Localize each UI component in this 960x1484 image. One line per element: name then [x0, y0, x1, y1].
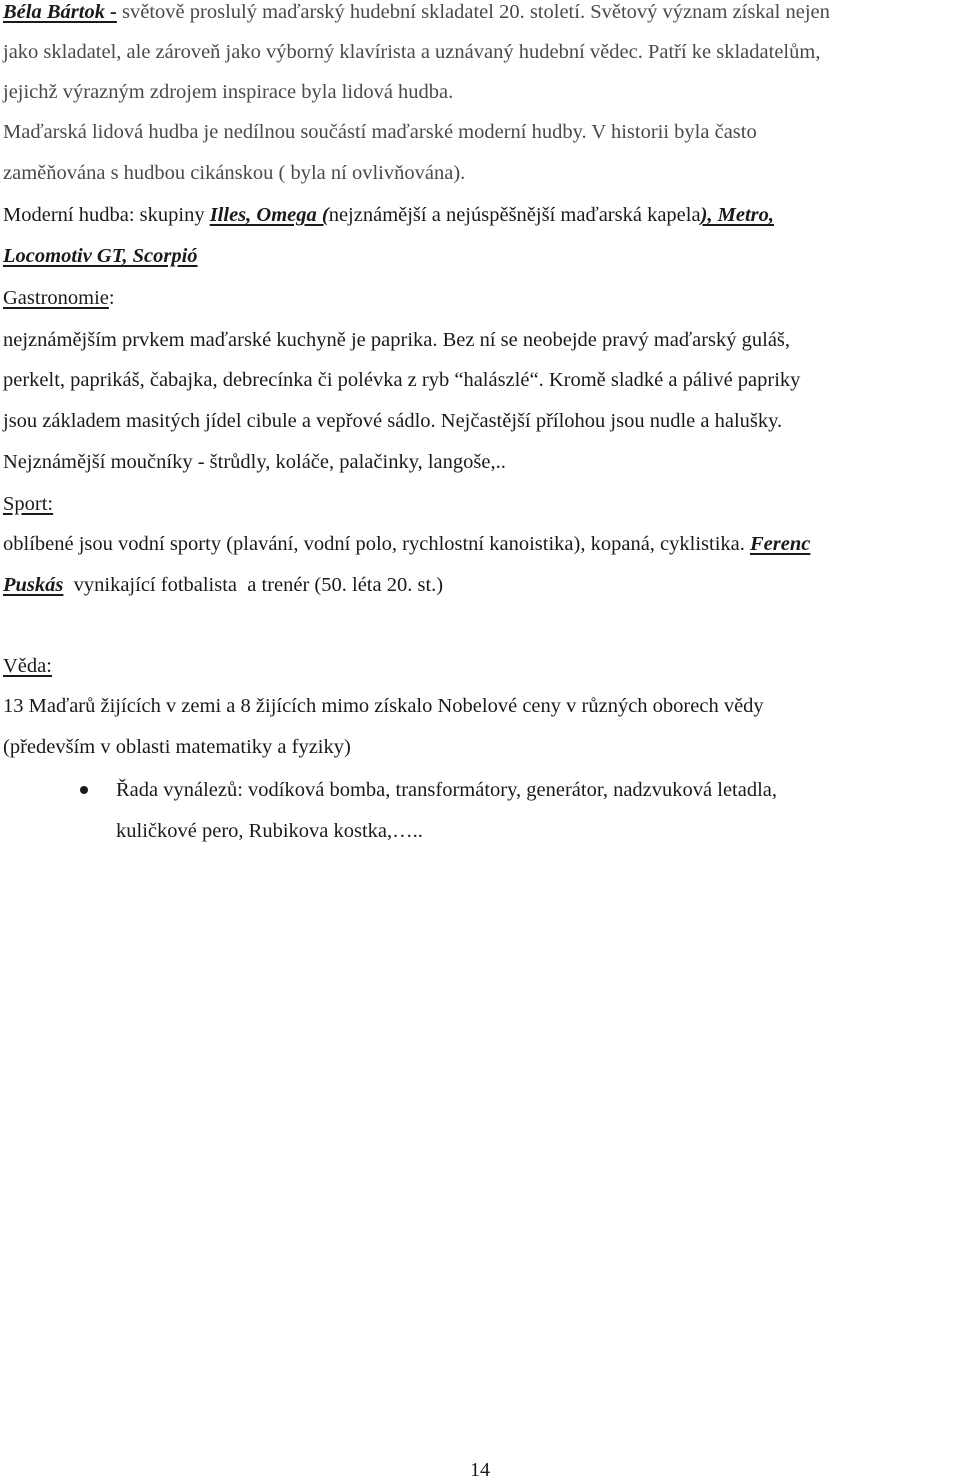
gastronomy-line-2: perkelt, paprikáš, čabajka, debrecínka či polévka z ryb “halászlé“. Kromě sladké a pálivé papriky	[3, 369, 801, 391]
science-heading: Věda:	[3, 655, 52, 677]
gastronomy-line-1: nejznámějším prvkem maďarské kuchyně je paprika. Bez ní se neobejde pravý maďarský guláš,	[3, 329, 791, 351]
modern-music-line-2	[3, 242, 198, 270]
science-line-1: 13 Maďarů žijících v zemi a 8 žijících mimo získalo Nobelové ceny v různých oborech vědy	[3, 695, 764, 717]
sport-heading: Sport:	[3, 493, 54, 515]
sport-line-1	[3, 530, 810, 558]
bullet-icon	[80, 786, 88, 794]
music-line-3: jejichž výrazným zdrojem inspirace byla lidová hudba.	[3, 81, 454, 103]
gastronomy-line-4: Nejznámější moučníky - štrůdly, koláče, palačinky, langoše,..	[3, 451, 506, 473]
bullet-line-1: Řada vynálezů: vodíková bomba, transformátory, generátor, nadzvuková letadla,	[116, 779, 778, 801]
modern-music-intro: : skupiny	[128, 204, 210, 226]
bands-third: Locomotiv GT, Scorpió	[3, 245, 198, 267]
music-line-2: jako skladatel, ale zároveň jako výborný klavírista a uznávaný hudební vědec. Patří ke skladatelům,	[3, 41, 821, 63]
music-line-5: zaměňována s hudbou cikánskou ( byla ní ovlivňována).	[3, 162, 466, 184]
gastronomy-heading-line	[3, 284, 115, 312]
composer-description: světově proslulý maďarský hudební skladatel 20. století. Světový význam získal nejen	[116, 1, 830, 23]
gastronomy-colon: :	[108, 287, 115, 309]
sport-heading-line	[3, 490, 53, 518]
gastronomy-heading: Gastronomie	[3, 287, 109, 309]
bands-first: Illes, Omega (	[209, 204, 329, 226]
band-description: nejznámější a nejúspěšnější maďarská kapela	[328, 204, 701, 226]
bands-second: ), Metro,	[700, 204, 775, 226]
music-line-4: Maďarská lidová hudba je nedílnou součástí maďarské moderní hudby. V historii byla často	[3, 121, 757, 143]
sport-text: oblíbené jsou vodní sporty (plavání, vodní polo, rychlostní kanoistika), kopaná, cyklistika.	[3, 533, 750, 555]
science-heading-line	[3, 652, 52, 680]
composer-name: Béla Bártok -	[3, 1, 117, 23]
bullet-line-2: kuličkové pero, Rubikova kostka,…..	[116, 820, 423, 842]
gastronomy-line-3: jsou základem masitých jídel cibule a vepřové sádlo. Nejčastější přílohou jsou nudle a halušky.	[3, 410, 783, 432]
music-line-1	[3, 0, 830, 26]
modern-music-line-1	[3, 201, 774, 229]
modern-music-label: Moderní hudba	[3, 204, 129, 226]
athlete-surname: Puskás	[3, 574, 64, 596]
athlete-description: vynikající fotbalista a trenér (50. léta 20. st.)	[63, 574, 444, 596]
page-number: 14	[470, 1459, 490, 1481]
sport-line-2	[3, 571, 443, 599]
science-line-2: (především v oblasti matematiky a fyziky)	[3, 736, 351, 758]
athlete-first-name: Ferenc	[750, 533, 811, 555]
